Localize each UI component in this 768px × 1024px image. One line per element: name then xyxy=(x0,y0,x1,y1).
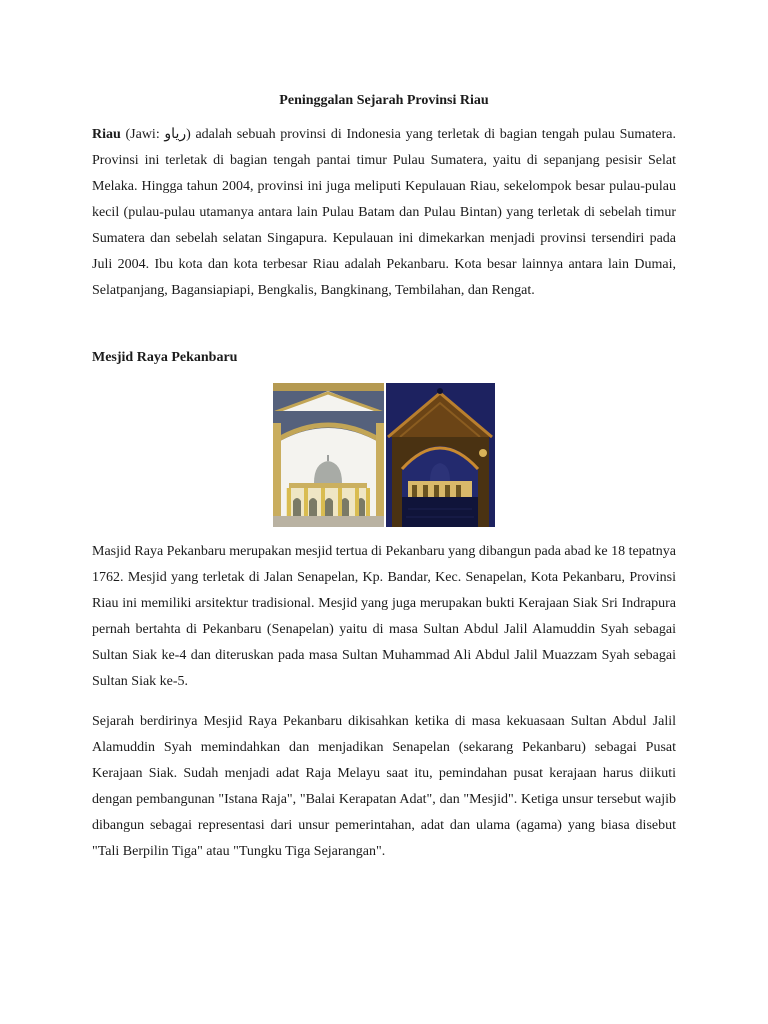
mosque-photos-figure xyxy=(273,383,495,527)
paragraph-mosque-history: Masjid Raya Pekanbaru merupakan mesjid tertua di Pekanbaru yang dibangun pada abad ke 18 tepatnya 1762. Mesjid yang terletak di Jalan Senapelan, Kp. Bandar, Kec. Senapelan, Kota Pekanbaru, Provinsi Riau ini memiliki arsitektur tradisional. Mesjid yang juga merupakan bukti Kerajaan Siak Sri Indrapura pernah bertahta di Pekanbaru (Senapelan) yaitu di masa Sultan Abdul Jalil Alamuddin Syah sebagai Sultan Siak ke-4 dan diteruskan pada masa Sultan Muhammad Ali Abdul Jalil Muazzam Syah sebagai Sultan Siak ke-5. xyxy=(92,544,676,689)
paragraph-riau-intro xyxy=(92,122,676,304)
mosque-night-photo xyxy=(386,383,495,527)
paragraph-lead-word: Riau xyxy=(92,127,121,142)
mosque-day-photo xyxy=(273,383,384,527)
section-heading-mesjid-raya-pekanbaru: Mesjid Raya Pekanbaru xyxy=(92,350,238,365)
paragraph-intro-text: (Jawi: رياو) adalah sebuah provinsi di Indonesia yang terletak di bagian tengah pulau Sumatera. Provinsi ini terletak di bagian tengah pantai timur Pulau Sumatera, yaitu di sepanjang pesisir Selat Melaka. Hingga tahun 2004, provinsi ini juga meliputi Kepulauan Riau, sekelompok besar pulau-pulau kecil (pulau-pulau utamanya antara lain Pulau Batam dan Pulau Bintan) yang terletak di sebelah timur Sumatera dan sebelah selatan Singapura. Kepulauan ini dimekarkan menjadi provinsi tersendiri pada Juli 2004. Ibu kota dan kota terbesar Riau adalah Pekanbaru. Kota besar lainnya antara lain Dumai, Selatpanjang, Bagansiapiapi, Bengkalis, Bangkinang, Tembilahan, dan Rengat. xyxy=(92,127,676,298)
paragraph-mosque-story: Sejarah berdirinya Mesjid Raya Pekanbaru dikisahkan ketika di masa kekuasaan Sultan Abdul Jalil Alamuddin Syah memindahkan dan menjadikan Senapelan (sekarang Pekanbaru) sebagai Pusat Kerajaan Siak. Sudah menjadi adat Raja Melayu saat itu, pemindahan pusat kerajaan harus diikuti dengan pembangunan "Istana Raja", "Balai Kerapatan Adat", dan "Mesjid". Ketiga unsur tersebut wajib dibangun sebagai representasi dari unsur pemerintahan, adat dan ulama (agama) yang biasa disebut "Tali Berpilin Tiga" atau "Tungku Tiga Sejarangan". xyxy=(92,714,676,859)
document-title: Peninggalan Sejarah Provinsi Riau xyxy=(279,93,489,108)
